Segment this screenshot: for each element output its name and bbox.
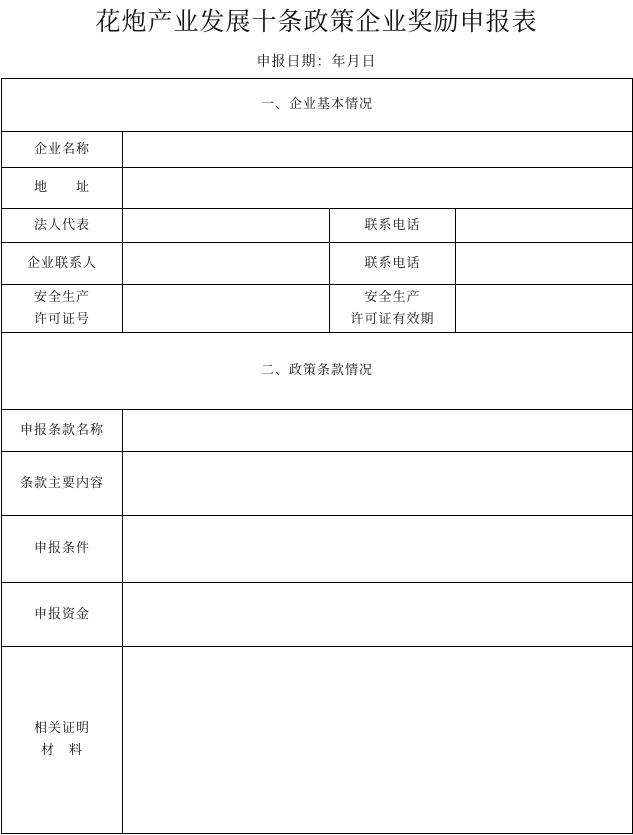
section-heading-policy: 二、政策条款情况 (2, 333, 633, 410)
field-phone-2[interactable] (456, 243, 633, 285)
field-safety-license-no[interactable] (123, 285, 330, 333)
label-legal-rep: 法人代表 (2, 209, 123, 243)
label-address: 地 址 (2, 168, 123, 209)
row-conditions (2, 516, 633, 583)
field-conditions[interactable] (123, 516, 633, 583)
row-clause-name (2, 410, 633, 452)
label-phone-2: 联系电话 (330, 243, 456, 285)
field-supporting-docs[interactable] (123, 647, 633, 834)
field-company-name[interactable] (123, 132, 633, 168)
label-contact-person: 企业联系人 (2, 243, 123, 285)
field-safety-license-validity[interactable] (456, 285, 633, 333)
row-clause-content (2, 452, 633, 516)
label-company-name: 企业名称 (2, 132, 123, 168)
field-clause-content[interactable] (123, 452, 633, 516)
label-safety-license-no: 安全生产 许可证号 (2, 285, 123, 333)
row-address (2, 168, 633, 209)
field-clause-name[interactable] (123, 410, 633, 452)
section-row-basic (2, 79, 633, 132)
field-address[interactable] (123, 168, 633, 209)
section-row-policy (2, 333, 633, 410)
label-clause-name: 申报条款名称 (2, 410, 123, 452)
declaration-date: 申报日期：年月日 (256, 54, 377, 70)
label-conditions: 申报条件 (2, 516, 123, 583)
section-heading-basic: 一、企业基本情况 (2, 79, 633, 132)
row-safety-license (2, 285, 633, 333)
row-legal-rep (2, 209, 633, 243)
field-funds[interactable] (123, 583, 633, 647)
row-supporting-docs (2, 647, 633, 834)
field-phone-1[interactable] (456, 209, 633, 243)
label-clause-content: 条款主要内容 (2, 452, 123, 516)
label-funds: 申报资金 (2, 583, 123, 647)
form-title: 花炮产业发展十条政策企业奖励申报表 (95, 7, 538, 36)
label-safety-license-validity: 安全生产 许可证有效期 (330, 285, 456, 333)
field-contact-person[interactable] (123, 243, 330, 285)
label-supporting-docs: 相关证明 材 料 (2, 647, 123, 834)
label-phone-1: 联系电话 (330, 209, 456, 243)
row-company-name (2, 132, 633, 168)
row-funds (2, 583, 633, 647)
application-form-table (1, 78, 633, 834)
row-contact-person (2, 243, 633, 285)
field-legal-rep[interactable] (123, 209, 330, 243)
